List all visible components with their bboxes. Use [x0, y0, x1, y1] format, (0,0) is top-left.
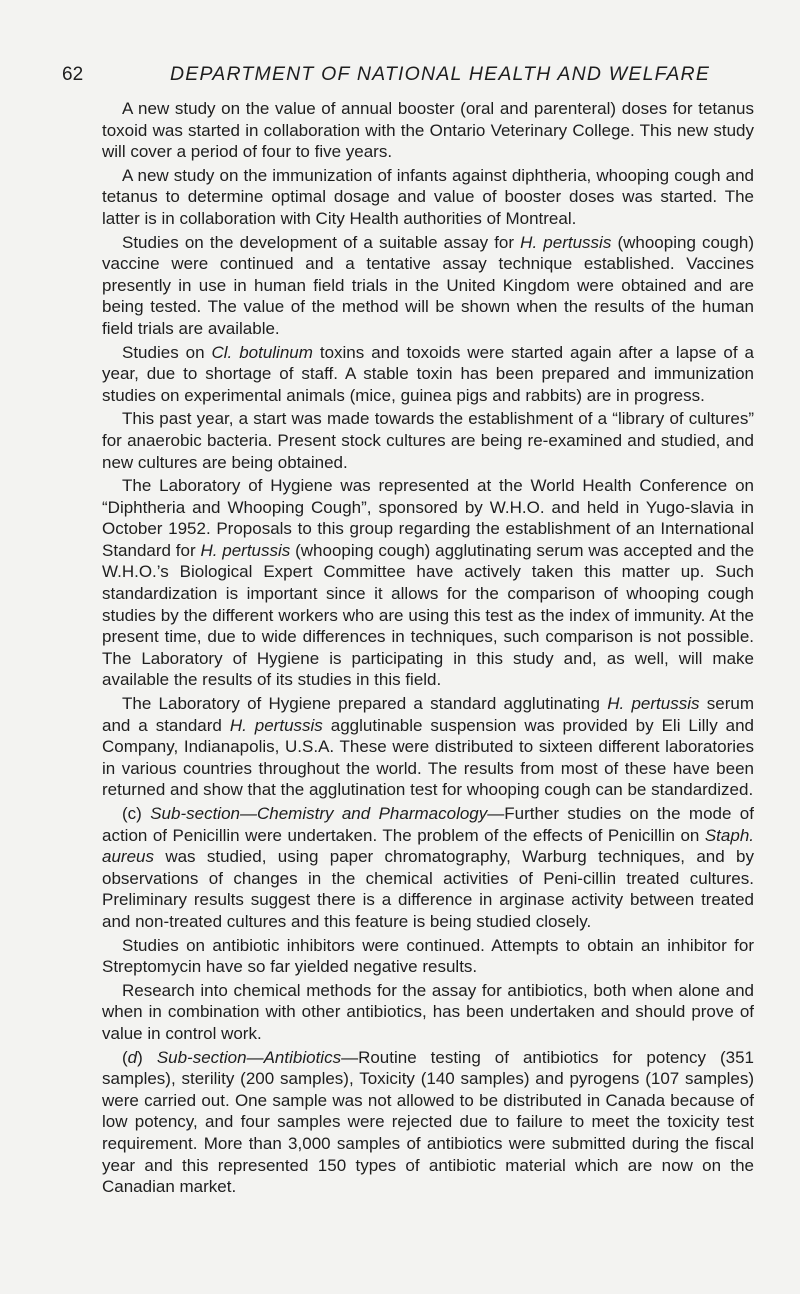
- italic-text: H. pertussis: [607, 694, 700, 714]
- italic-text: Sub-section—Chemistry and Pharmacology: [150, 804, 488, 823]
- text-run: A new study on the value of annual booster (oral and parenteral) doses for tetanus toxoid was started in collaboration with the Ontario Veterinary College. This new study will cover a period of four to five years.: [102, 99, 754, 162]
- text-run: The Laboratory of Hygiene was represented at the World Health Conference on “Diphtheria and Whooping Cough”, sponsored by W.H.O. and held in Yugo-slavia in October 1952. Proposals to this group regarding the establishment of an International Standard for: [102, 476, 754, 560]
- body-text: [102, 98, 754, 1200]
- paragraph: [102, 98, 754, 163]
- italic-text: H. pertussis: [200, 540, 291, 560]
- text-run: serum and a standard: [102, 694, 754, 735]
- paragraph: [102, 693, 754, 801]
- text-run: Research into chemical methods for the assay for antibiotics, both when alone and when in combination with other antibiotics, has been undertaken and should prove of value in control work.: [102, 980, 754, 1043]
- text-run: toxins and toxoids were started again after a lapse of a year, due to shortage of staff. A stable toxin has been prepared and immunization studies on experimental animals (mice, guinea pigs and rabbits) are in progress.: [102, 342, 755, 405]
- text-run: —Routine testing of antibiotics for potency (351 samples), sterility (200 samples), Toxicity (140 samples) and pyrogens (107 samples) were carried out. One sample was not allowed to be distributed in Canada because of low potency, and four samples were rejected due to failure to meet the toxicity test requirement. More than 3,000 samples of antibiotics were submitted during the fiscal year and this represented 150 types of antibiotic material which are now on the Canadian market.: [102, 1047, 754, 1197]
- text-run: —Further studies on the mode of action of Penicillin were undertaken. The problem of the effects of Penicillin on: [102, 804, 754, 845]
- text-run: was studied, using paper chromatography, Warburg techniques, and by observations of changes in the chemical activities of Peni-cillin treated cultures. Preliminary results suggest there is a difference in arginase activity between treated and non-treated cultures and this feature is being studied closely.: [102, 847, 754, 931]
- text-run: (whooping cough) vaccine were continued and a tentative assay technique established. Vaccines presently in use in human field trials in the United Kingdom were obtained and are being tested. The value of the method will be shown when the results of the human field trials are available.: [102, 232, 754, 338]
- italic-text: Cl. botulinum: [211, 342, 313, 362]
- italic-text: H. pertussis: [229, 715, 323, 735]
- paragraph: [102, 408, 754, 473]
- paragraph: [102, 475, 754, 691]
- text-run: Studies on antibiotic inhibitors were continued. Attempts to obtain an inhibitor for Streptomycin have so far yielded negative results.: [102, 935, 754, 977]
- italic-text: H. pertussis: [520, 232, 612, 252]
- paragraph: [102, 935, 754, 978]
- text-run: The Laboratory of Hygiene prepared a standard agglutinating: [122, 694, 608, 714]
- text-run: (: [122, 1047, 128, 1067]
- italic-text: d: [127, 1047, 138, 1067]
- page-number: 62: [62, 64, 84, 85]
- paragraph: [102, 803, 754, 933]
- text-run: Studies on: [122, 342, 212, 362]
- text-run: ): [137, 1047, 157, 1067]
- running-title: DEPARTMENT OF NATIONAL HEALTH AND WELFARE: [170, 63, 711, 85]
- paragraph: [102, 980, 754, 1045]
- page-header: [62, 60, 756, 94]
- paragraph: [102, 342, 754, 407]
- paragraph: [102, 232, 754, 340]
- text-run: A new study on the immunization of infants against diphtheria, whooping cough and tetanus to determine optimal dosage and value of booster doses was started. The latter is in collaboration with City Health authorities of Montreal.: [102, 165, 754, 228]
- italic-text: Staph. aureus: [102, 825, 754, 867]
- italic-text: Sub-section—Antibiotics: [156, 1047, 342, 1067]
- paragraph: [102, 165, 754, 230]
- text-run: agglutinable suspension was provided by Eli Lilly and Company, Indianapolis, U.S.A. These were distributed to sixteen different laboratories in various countries throughout the world. The results from most of these have been returned and show that the agglutination test for whooping cough can be standardized.: [102, 715, 755, 800]
- text-run: This past year, a start was made towards the establishment of a “library of cultures” for anaerobic bacteria. Present stock cultures are being re-examined and studied, and new cultures are being obtained.: [102, 409, 754, 472]
- text-run: Studies on the development of a suitable assay for: [122, 232, 521, 252]
- text-run: (c): [122, 804, 151, 823]
- text-run: (whooping cough) agglutinating serum was accepted and the W.H.O.’s Biological Expert Committee have actively taken this matter up. Such standardization is important since it allows for the comparison of whooping cough studies by the different workers who are using this test as the index of immunity. At the present time, due to wide differences in techniques, such comparison is not possible. The Laboratory of Hygiene is participating in this study and, as well, will make available the results of its studies in this field.: [102, 540, 755, 690]
- paragraph: [102, 1047, 754, 1198]
- document-page: [62, 60, 756, 1197]
